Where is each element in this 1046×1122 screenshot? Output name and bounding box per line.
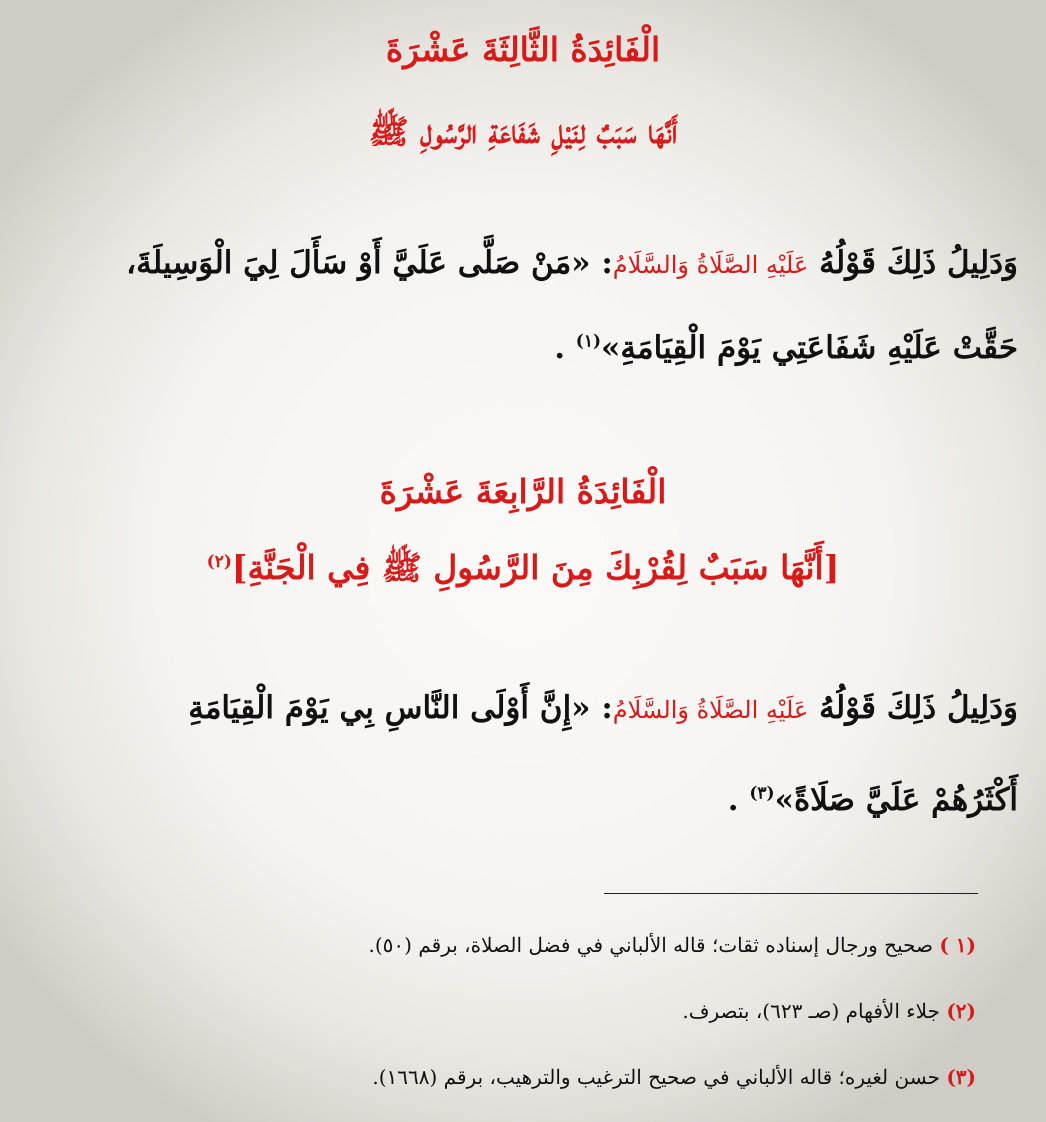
section-14-period: .: [727, 782, 739, 818]
section-13-period: .: [554, 330, 565, 366]
footnote-2: [40, 997, 976, 1025]
section-14-quote-start: : «إِنَّ أَوْلَى النَّاسِ بِي يَوْمَ الْقِيَامَةِ: [188, 690, 613, 726]
section-14-intro: وَدَلِيلُ ذَلِكَ قَوْلُهُ: [819, 690, 1018, 726]
section-13-subtitle: أَنَّهَا سَبَبٌ لِنَيْلِ شَفَاعَةِ الرَّسُولِ ﷺ: [368, 112, 678, 151]
footnote-3: [40, 1063, 976, 1091]
footnote-2-text: جلاء الأفهام (صـ ٦٢٣)، بتصرف.: [682, 999, 940, 1023]
section-13-salutation: عَلَيْهِ الصَّلَاةُ وَالسَّلَامُ: [612, 251, 809, 279]
footnote-ref-1[interactable]: (١): [575, 331, 602, 352]
footnote-1: [40, 931, 976, 959]
footnote-ref-2[interactable]: (٢): [206, 552, 232, 572]
section-14-subtitle: [أَنَّهَا سَبَبٌ لِقُرْبِكَ مِنَ الرَّسُولِ ﷺ فِي الْجَنَّةِ]: [231, 548, 840, 587]
section-13-quote-end: حَقَّتْ عَلَيْهِ شَفَاعَتِي يَوْمَ الْقِيَامَةِ»: [601, 330, 1018, 366]
section-13-body-line-2: [28, 328, 1018, 368]
footnote-divider: [604, 893, 978, 894]
footnote-3-number: (٣): [946, 1065, 976, 1089]
section-13-body-line-1: [28, 243, 1018, 285]
section-14-subtitle-wrap: [0, 548, 1046, 588]
section-14-quote-end: أَكْثَرُهُمْ عَلَيَّ صَلَاةً»: [774, 782, 1018, 818]
footnote-3-text: حسن لغيره؛ قاله الألباني في صحيح الترغيب والترهيب، برقم (١٦٦٨).: [372, 1065, 940, 1089]
section-14-salutation: عَلَيْهِ الصَّلَاةُ وَالسَّلَامُ: [612, 696, 809, 724]
footnote-ref-3[interactable]: (٣): [749, 783, 775, 804]
section-14-title: الْفَائِدَةُ الرَّابِعَةَ عَشْرَةَ: [379, 472, 667, 511]
section-13-title: الْفَائِدَةُ الثَّالِثَةَ عَشْرَةَ: [385, 30, 661, 69]
section-14-body-line-1: [28, 688, 1018, 730]
footnote-1-text: صحيح ورجال إسناده ثقات؛ قاله الألباني في فضل الصلاة، برقم (٥٠).: [368, 933, 933, 957]
section-13-quote-start: : «مَنْ صَلَّى عَلَيَّ أَوْ سَأَلَ لِيَ الْوَسِيلَةَ،: [126, 245, 613, 281]
footnote-2-number: (٢): [946, 999, 976, 1023]
footnote-1-number: (١ ): [939, 933, 976, 957]
section-14-body-line-2: [28, 780, 1018, 820]
section-13-intro: وَدَلِيلُ ذَلِكَ قَوْلُهُ: [819, 245, 1018, 281]
